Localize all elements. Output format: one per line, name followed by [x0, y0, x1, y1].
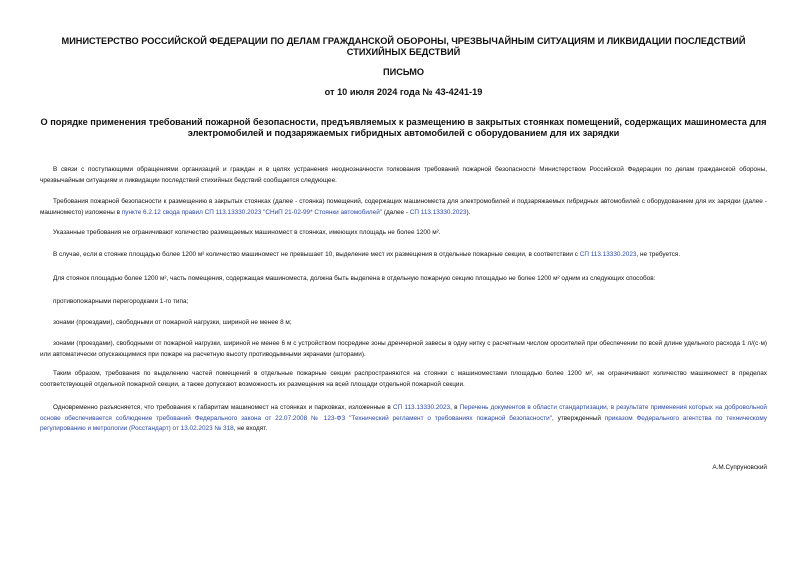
paragraph-text: Требования пожарной безопасности к размещению в закрытых стоянках (далее - стоянка) помещений, содержащих машиноместа для электромобилей и подзаряжаемых гибридных автомобилей с оборудованием для их зарядки (далее - машиноместо) изложены в	[40, 198, 767, 216]
paragraph-text: Одновременно разъясняется, что требования к габаритам машиномест на стоянках и парковках, изложенные в	[53, 404, 393, 411]
signature: А.М.Супруновский	[712, 464, 767, 471]
paragraph-text: (далее -	[382, 208, 410, 216]
link-standards-list[interactable]: Перечень документов в области стандартизации, в результате применения которых на добровольной основе обеспечивается соблюдение требований Федерального закона от 22.07.2008 № 123-ФЗ "Технический регламент о требованиях пожарной безопасности"	[40, 404, 767, 422]
document-type-heading: ПИСЬМО	[382, 67, 425, 77]
ministry-heading: МИНИСТЕРСТВО РОССИЙСКОЙ ФЕДЕРАЦИИ ПО ДЕЛАМ ГРАЖДАНСКОЙ ОБОРОНЫ, ЧРЕЗВЫЧАЙНЫМ СИТУАЦИЯМ И ЛИКВИДАЦИИ ПОСЛЕДСТВИЙ СТИХИЙНЫХ БЕДСТВИЙ	[61, 36, 746, 57]
list-item-zones-6m: зонами (проездами), свободными от пожарной нагрузки, шириной не менее 6 м с устройством посредине зоны дренчерной завесы в одну нитку с расчетным числом оросителей при обеспечении по всей длине удельного расхода 1 л/(с·м) или автоматически опускающимися при пожаре на расчетную высоту противодымными экранами (шторами).	[40, 340, 767, 358]
paragraph-requirements	[40, 197, 767, 218]
paragraph-intro: В связи с поступающими обращениями организаций и граждан и в целях устранения неоднозначности толкования требований пожарной безопасности Министерством Российской Федерации по делам гражданской обороны, чрезвычайным ситуациям и ликвидации последствий стихийных бедствий сообщается следующее.	[40, 166, 767, 184]
link-sp-113[interactable]: СП 113.13330.2023	[392, 404, 451, 411]
paragraph-text: ).	[466, 208, 471, 216]
paragraph-fire-section: Для стоянок площадью более 1200 м², часть помещения, содержащая машиноместа, должна быть выделена в отдельную пожарную секцию площадью не более 1200 м² одним из следующих способов:	[53, 275, 656, 282]
paragraph-text: В случае, если в стоянке площадью более 1200 м² количество машиномест не превышает 10, выделение мест их размещения в отдельные пожарные секции, в соответствии с	[53, 251, 580, 258]
paragraph-text: , не входят.	[233, 425, 268, 432]
paragraph-text: , в	[450, 404, 460, 411]
link-rosstandart-order[interactable]: приказом Федерального агентства по техническому регулированию и метрологии (Росстандарт) от 13.02.2023 № 318	[40, 414, 767, 432]
document-subject: О порядке применения требований пожарной безопасности, предъявляемых к размещению в закрытых стоянках помещений, содержащих машиноместа для электромобилей и подзаряжаемых гибридных автомобилей с оборудованием для их зарядки	[40, 117, 767, 138]
list-item-partitions: противопожарными перегородками 1-го типа;	[53, 298, 189, 305]
paragraph-text: , не требуется.	[636, 251, 681, 258]
link-sp-113[interactable]: СП 113.13330.2023	[579, 251, 637, 258]
paragraph-clarification	[40, 403, 767, 435]
paragraph-text: , утвержденный	[551, 414, 605, 422]
paragraph-no-limit: Указанные требования не ограничивают количество размещаемых машиномест в стоянках, имеющих площадь не более 1200 м².	[53, 229, 441, 236]
paragraph-under-ten	[40, 250, 767, 261]
paragraph-conclusion: Таким образом, требования по выделению частей помещений в отдельные пожарные секции распространяются на стоянки с машиноместами площадью более 1200 м², не ограничивают количество машиномест в пределах соответствующей отдельной пожарной секции, а также допускают возможность их размещения на всей площади отдельной пожарной секции.	[40, 370, 767, 388]
list-item-zones-8m: зонами (проездами), свободными от пожарной нагрузки, шириной не менее 8 м;	[53, 319, 292, 326]
link-sp-113[interactable]: СП 113.13330.2023	[409, 208, 467, 216]
link-sp-clause-6-2-12[interactable]: пункте 6.2.12 свода правил СП 113.13330.2023 "СНиП 21-02-99* Стоянки автомобилей"	[121, 208, 383, 216]
document-date-number: от 10 июля 2024 года № 43-4241-19	[324, 87, 483, 97]
